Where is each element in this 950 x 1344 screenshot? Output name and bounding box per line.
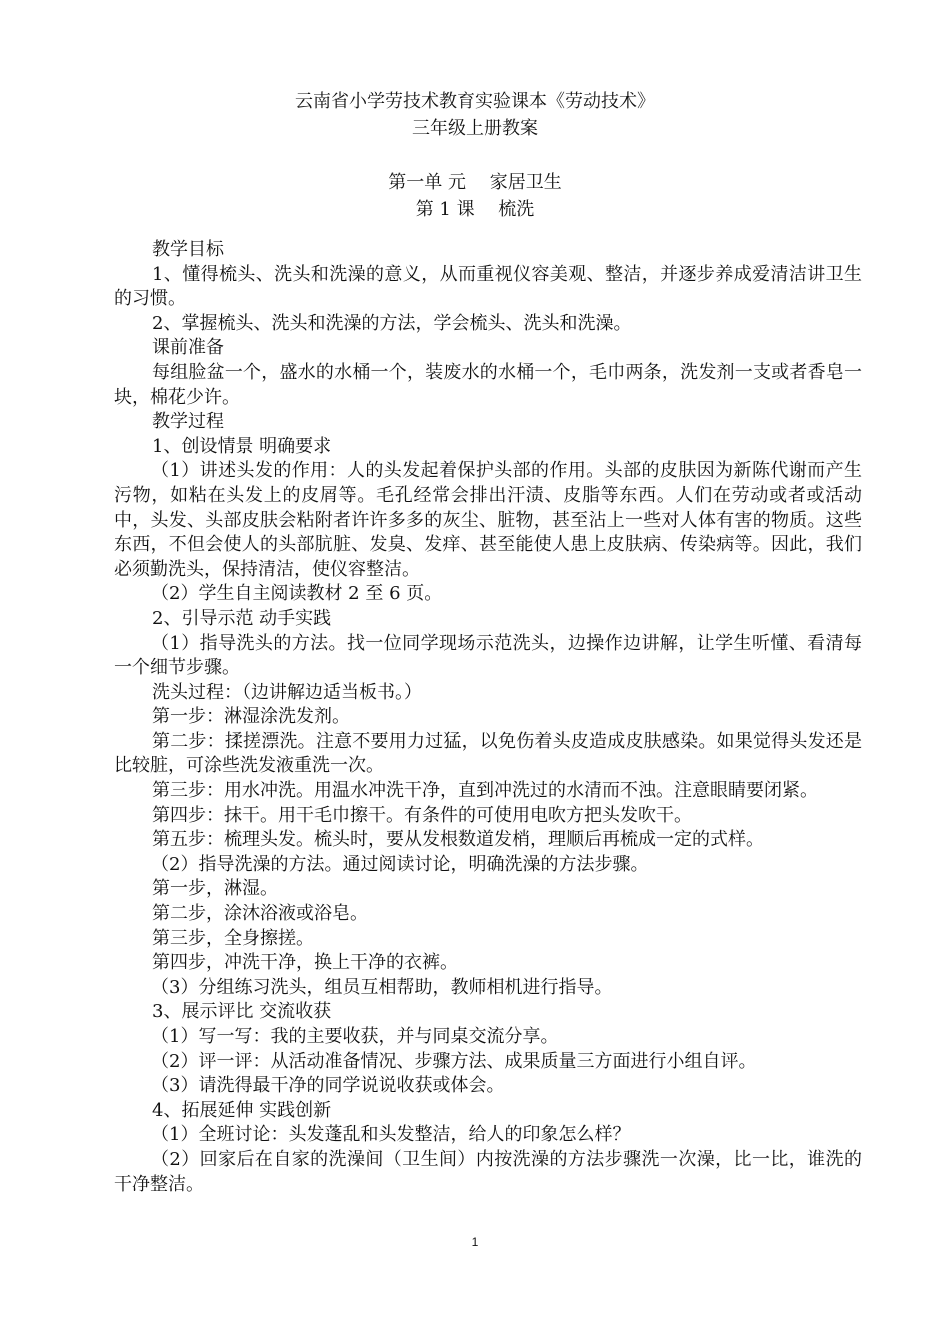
list-item: 第四步：抹干。用干毛巾擦干。有条件的可使用电吹方把头发吹干。: [152, 804, 692, 826]
section-heading-preparation: 课前准备: [152, 337, 224, 359]
list-item: 第二步，涂沐浴液或浴皂。: [152, 903, 368, 925]
paragraph-text: （3）请洗得最干净的同学说说收获或体会。: [151, 1075, 505, 1097]
paragraph-text: （2）评一评：从活动准备情况、步骤方法、成果质量三方面进行小组自评。: [151, 1050, 757, 1072]
preparation-text: 每组脸盆一个，盛水的水桶一个，装废水的水桶一个，毛巾两条，洗发剂一支或者香皂一块，棉花少许。: [114, 361, 862, 408]
paragraph-text: （1）全班讨论：头发蓬乱和头发整洁，给人的印象怎么样？: [151, 1124, 631, 1146]
title-block: [0, 88, 950, 223]
paragraph-text: （2）回家后在自家的洗澡间（卫生间）内按洗澡的方法步骤洗一次澡，比一比，谁洗的干净整洁。: [114, 1148, 862, 1195]
lesson-body: [114, 238, 862, 1197]
paragraph-text: （3）分组练习洗头，组员互相帮助，教师相机进行指导。: [151, 976, 613, 998]
list-item: 第五步：梳理头发。梳头时，要从发根数道发梢，理顺后再梳成一定的式样。: [152, 829, 764, 851]
title-spacer: [0, 142, 950, 169]
step-heading: 1、创设情景 明确要求: [152, 435, 332, 457]
paragraph-text: （1）写一写：我的主要收获，并与同桌交流分享。: [151, 1026, 559, 1047]
unit-heading: 第一单 元 家居卫生: [388, 172, 562, 193]
objective-item: 1、懂得梳头、洗头和洗澡的意义，从而重视仪容美观、整洁，并逐步养成爱清洁讲卫生的习惯。: [114, 263, 862, 310]
step-heading: 3、展示评比 交流收获: [152, 1001, 332, 1023]
lesson-heading: 第 1 课 梳洗: [415, 199, 535, 220]
paragraph-text: （1）指导洗头的方法。找一位同学现场示范洗头，边操作边讲解，让学生听懂、看清每一个细节步骤。: [114, 632, 862, 679]
list-item: 第一步：淋湿涂洗发剂。: [152, 706, 350, 728]
page-number: 1: [471, 1235, 479, 1249]
step-heading: 4、拓展延伸 实践创新: [152, 1099, 332, 1121]
section-heading-objectives: 教学目标: [152, 239, 224, 260]
step-heading: 2、引导示范 动手实践: [152, 607, 332, 629]
list-item: 第三步：用水冲洗。用温水冲洗干净，直到冲洗过的水清而不浊。注意眼睛要闭紧。: [152, 780, 818, 802]
paragraph-text: 洗头过程：（边讲解边适当板书。）: [152, 681, 422, 703]
paragraph-text: （2）学生自主阅读教材 2 至 6 页。: [151, 583, 443, 605]
objective-item: 2、掌握梳头、洗头和洗澡的方法，学会梳头、洗头和洗澡。: [152, 312, 632, 334]
list-item: 第四步，冲洗干净，换上干净的衣裤。: [152, 952, 458, 974]
list-item: 第二步：揉搓漂洗。注意不要用力过猛，以免伤着头皮造成皮肤感染。如果觉得头发还是比较脏，可涂些洗发液重洗一次。: [114, 730, 862, 777]
document-title: 云南省小学劳技术教育实验课本《劳动技术》: [295, 91, 655, 112]
list-item: 第一步，淋湿。: [152, 878, 278, 900]
paragraph-text: （2）指导洗澡的方法。通过阅读讨论，明确洗澡的方法步骤。: [151, 853, 649, 875]
list-item: 第三步，全身擦搓。: [152, 927, 314, 949]
paragraph-text: （1）讲述头发的作用：人的头发起着保护头部的作用。头部的皮肤因为新陈代谢而产生污物，如粘在头发上的皮屑等。毛孔经常会排出汗渍、皮脂等东西。人们在劳动或者或活动中，头发、头部皮肤会粘附者许许多多的灰尘、脏物，甚至沾上一些对人体有害的物质。这些东西，不但会使人的头部肮脏、发臭、发痒、甚至能使人患上皮肤病、传染病等。因此，我们必须勤洗头，保持清洁，使仪容整洁。: [114, 460, 862, 580]
section-heading-process: 教学过程: [152, 411, 224, 433]
document-subtitle: 三年级上册教案: [412, 118, 538, 139]
